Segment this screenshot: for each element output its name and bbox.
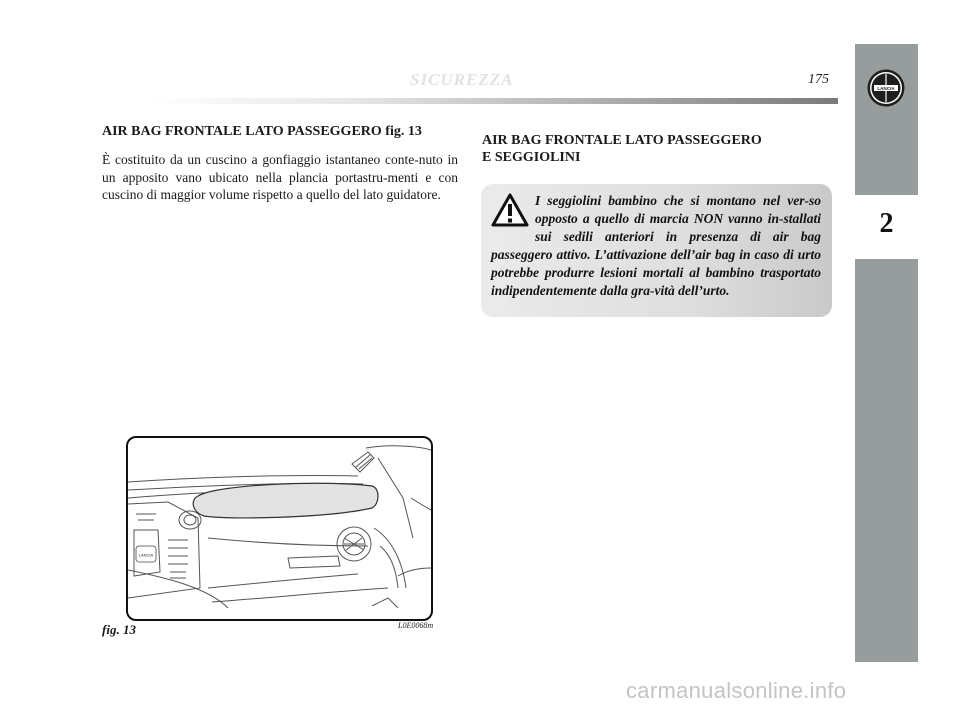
heading-line-1: AIR BAG FRONTALE LATO PASSEGGERO (482, 133, 762, 148)
warning-text: I seggiolini bambino che si montano nel ver-so opposto a quello di marcia NON vanno in-stallati sui sedili anteriori in presenza di air bag passeggero attivo. L’attivazione dell’air bag in caso di urto potrebbe produrre lesioni mortali al bambino trasportato indipendentemente dalla gra-vità dell’urto. (491, 193, 821, 298)
header-rule (150, 98, 838, 104)
side-tab (855, 44, 918, 662)
figure-dashboard-illustration (126, 436, 433, 621)
dash-badge-text: LANCIA (138, 552, 154, 558)
figure-code: L0E0068m (398, 621, 434, 630)
watermark: carmanualsonline.info (626, 678, 847, 703)
logo-text: LANCIA (877, 86, 895, 91)
dashboard-drawing (128, 438, 431, 619)
airbag-panel (193, 483, 378, 518)
page-number: 175 (808, 72, 829, 87)
warning-text-block (491, 192, 821, 300)
warning-triangle-icon (490, 192, 530, 228)
figure-caption: fig. 13 (102, 622, 136, 637)
heading-airbag-child-seats (482, 132, 762, 166)
airbag-description: È costituito da un cuscino a gonfiaggio istantaneo conte-nuto in un apposito vano ubicato nella plancia portastru-menti e con cuscino di maggior volume rispetto a quello del lato guidatore. (102, 152, 458, 202)
heading-line-2: E SEGGIOLINI (482, 150, 581, 165)
lancia-logo-icon (866, 68, 906, 108)
section-number: 2 (879, 208, 894, 239)
heading-airbag-passenger: AIR BAG FRONTALE LATO PASSEGGERO fig. 13 (102, 124, 422, 139)
section-title: SICUREZZA (410, 70, 514, 89)
